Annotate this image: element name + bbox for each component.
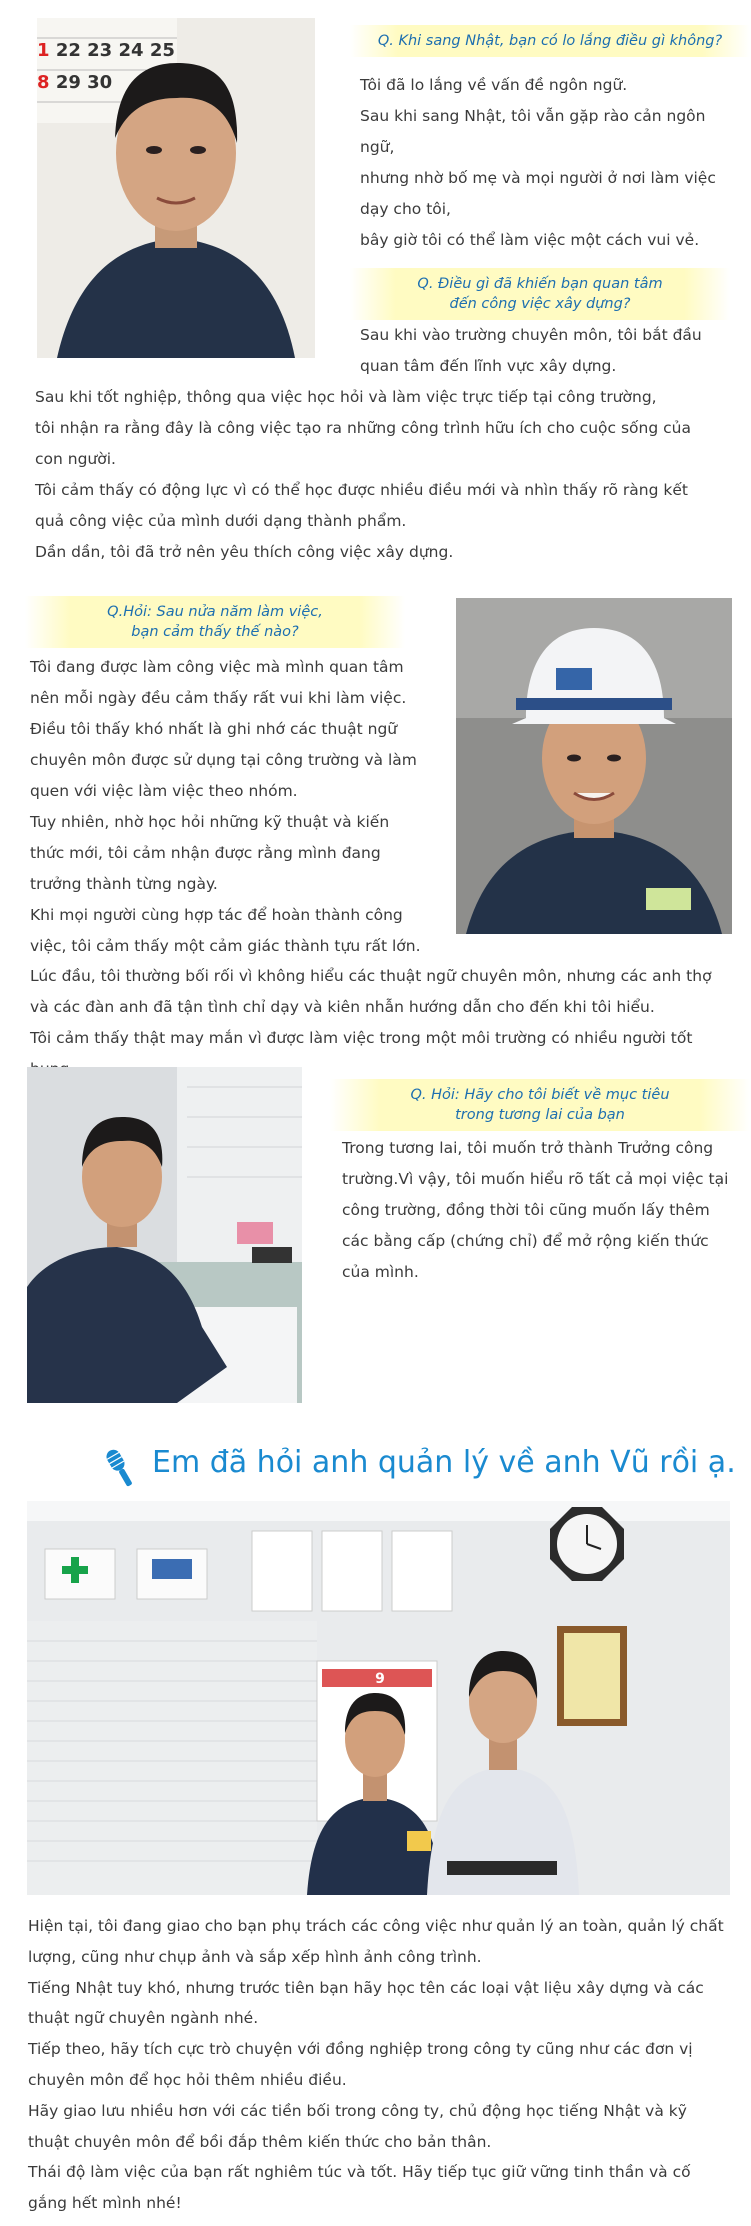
desk-photo [27, 1067, 302, 1403]
question-4: Q. Hỏi: Hãy cho tôi biết về mục tiêu trong tương lai của bạn [330, 1079, 750, 1131]
portrait-photo-helmet [456, 598, 732, 934]
question-3: Q.Hỏi: Sau nửa năm làm việc, bạn cảm thấy thế nào? [25, 596, 405, 648]
question-2: Q. Điều gì đã khiến bạn quan tâm đến công việc xây dựng? [350, 268, 730, 320]
portrait-photo-1 [37, 18, 315, 358]
manager-heading: Em đã hỏi anh quản lý về anh Vũ rồi ạ. [152, 1445, 736, 1480]
group-photo [27, 1501, 730, 1895]
answer-1: Tôi đã lo lắng về vấn đề ngôn ngữ. Sau khi sang Nhật, tôi vẫn gặp rào cản ngôn ngữ, nhưng nhờ bố mẹ và mọi người ở nơi làm việc dạy cho tôi, bây giờ tôi có thể làm việc một cách vui vẻ. [360, 76, 716, 249]
answer-2-full: Sau khi tốt nghiệp, thông qua việc học hỏi và làm việc trực tiếp tại công trường, tôi nhận ra rằng đây là công việc tạo ra những công trình hữu ích cho cuộc sống của con người. Tôi cảm thấy có động lực vì có thể học được nhiều điều mới và nhìn thấy rõ ràng kết quả công việc của mình dưới dạng thành phẩm. Dần dần, tôi đã trở nên yêu thích công việc xây dựng. [35, 388, 691, 561]
manager-comment: Hiện tại, tôi đang giao cho bạn phụ trách các công việc như quản lý an toàn, quản lý chất lượng, cũng như chụp ảnh và sắp xếp hình ảnh công trình. Tiếng Nhật tuy khó, nhưng trước tiên bạn hãy học tên các loại vật liệu xây dựng và các thuật ngữ chuyên ngành nhé. Tiếp theo, hãy tích cực trò chuyện với đồng nghiệp trong công ty cũng như các đơn vị chuyên môn để học hỏi thêm nhiều điều. Hãy giao lưu nhiều hơn với các tiền bối trong công ty, chủ động học tiếng Nhật và kỹ thuật chuyên môn để bồi đắp thêm kiến thức cho bản thân. Thái độ làm việc của bạn rất nghiêm túc và tốt. Hãy tiếp tục giữ vững tinh thần và cố gắng hết mình nhé! [28, 1917, 724, 2213]
answer-3-full: Lúc đầu, tôi thường bối rối vì không hiểu các thuật ngữ chuyên môn, nhưng các anh thợ và các đàn anh đã tận tình chỉ dạy và kiên nhẫn hướng dẫn cho đến khi tôi hiểu. Tôi cảm thấy thật may mắn vì được làm việc trong một môi trường có nhiều người tốt [30, 967, 712, 1047]
calendar-row-2: 8 29 30 [37, 72, 113, 93]
calendar-row-1: 1 22 23 24 25 [37, 40, 175, 61]
answer-2-right: Sau khi vào trường chuyên môn, tôi bắt đầu quan tâm đến lĩnh vực xây dựng. [360, 326, 702, 375]
wall-calendar-month: 9 [375, 1671, 385, 1687]
answer-3-left: Tôi đang được làm công việc mà mình quan tâm nên mỗi ngày đều cảm thấy rất vui khi làm việc. Điều tôi thấy khó nhất là ghi nhớ các thuật ngữ chuyên môn được sử dụng tại công trường và làm quen với việc làm việc theo nhóm. Tuy nhiên, nhờ học hỏi những kỹ thuật và kiến thức mới, tôi cảm nhận được rằng mình đang trưởng thành từng ngày. Khi mọi người cùng hợp tác để hoàn thành công việc, tôi cảm thấy một cảm giác thành tựu rất lớn. [30, 658, 421, 955]
answer-4: Trong tương lai, tôi muốn trở thành Trưởng công trường.Vì vậy, tôi muốn hiểu rõ tất cả mọi việc tại công trường, đồng thời tôi cũng muốn lấy thêm các bằng cấp (chứng chỉ) để mở rộng kiến thức của mình. [342, 1139, 729, 1281]
question-1: Q. Khi sang Nhật, bạn có lo lắng điều gì không? [350, 25, 750, 57]
microphone-icon [100, 1446, 140, 1490]
